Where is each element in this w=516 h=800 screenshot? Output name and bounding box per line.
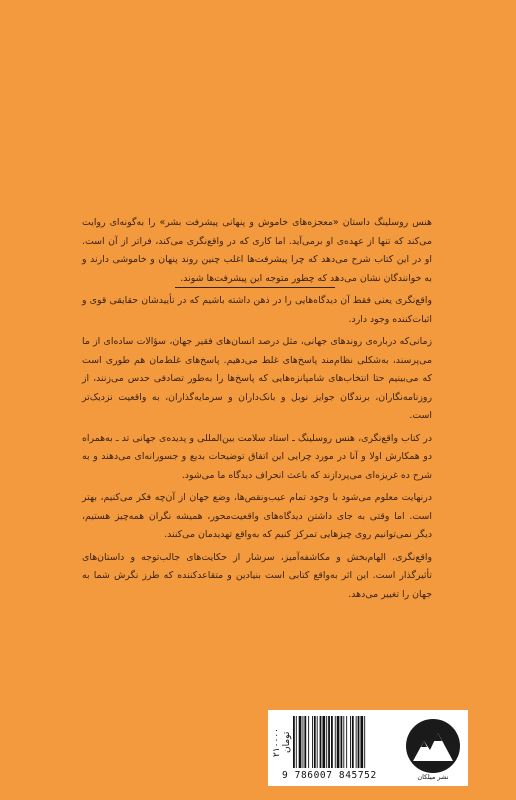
barcode-bar (304, 716, 306, 768)
barcode-bar (343, 716, 344, 768)
barcode-bar (337, 716, 340, 768)
barcode-bar (326, 716, 327, 768)
description-paragraph: در کتاب واقع‌نگری، هنس روسلینگ ـ استاد سلامت بین‌المللی و پدیده‌ی جهانی تد ـ به‌همراه دو همکارش اولا و آنا در مورد چرایی این اتفاق توضیحات بدیع و جسورانه‌ای می‌دهند و به شرح ده غریزه‌ای می‌پردازند که باعث انحراف دیدگاه ما می‌شود. (82, 432, 432, 481)
isbn-number: 9 786007 845752 (282, 770, 377, 781)
barcode-bar (308, 716, 309, 768)
barcode-bar (358, 716, 360, 768)
barcode-bar (320, 716, 322, 768)
barcode-bar (293, 716, 295, 768)
intro-paragraph: هنس روسلینگ داستان «معجزه‌های خاموش و پنهانی پیشرفت بشر» را به‌گونه‌ای روایت می‌کند که تنها از عهده‌ی او برمی‌آید. اما کاری که در واقع‌نگری می‌کند، فراتر از آن است. او در این کتاب شرح می‌دهد که چرا پیشرفت‌ها اغلب چنین روند پنهان و خاموشی دارند و به خوانندگان نشان می‌دهد که چطور متوجه این پیشرفت‌ها شوند. (82, 217, 432, 284)
barcode-bar (299, 716, 302, 768)
description-paragraph: واقع‌نگری یعنی فقط آن دیدگاه‌هایی را در ذهن داشته باشیم که در تأییدشان حقایقی قوی و اثبات‌کننده وجود دارد. (82, 295, 432, 325)
barcode-bar (303, 716, 304, 768)
barcode-bar (314, 716, 316, 768)
barcode-bar (296, 716, 297, 768)
price-label: ۲۱۰۰۰۰ تومان (272, 727, 292, 757)
description-block (82, 292, 432, 608)
barcode-bar (335, 716, 336, 768)
barcode-icon (292, 716, 392, 768)
barcode-bar (360, 716, 363, 768)
barcode-bar (341, 716, 343, 768)
barcode-bar (322, 716, 325, 768)
barcode-bar (356, 716, 357, 768)
divider-line (175, 287, 335, 288)
barcode-bar (331, 716, 333, 768)
barcode-bar (346, 716, 347, 768)
barcode-bar (364, 716, 365, 768)
description-paragraph: زمانی‌که درباره‌ی روندهای جهانی، مثل درصد انسان‌های فقیر جهان، سؤالات ساده‌ای از ما می‌پرسند، به‌شکلی نظام‌مند پاسخ‌های غلط می‌دهیم. پاسخ‌های غلط‌مان هم طوری است که می‌بینیم حتا انتخاب‌های شامپانزه‌هایی که پاسخ‌ها را به‌طور تصادفی حدس می‌زنند، از روزنامه‌نگاران، برندگان جوایز نوبل و بانک‌داران و سرمایه‌گذاران، به واقعیت نزدیک‌تر است. (82, 336, 432, 421)
description-paragraph: واقع‌نگری، الهام‌بخش و مکاشفه‌آمیز، سرشار از حکایت‌های جالب‌توجه و داستان‌های تأثیرگذار است. این اثر به‌واقع کتابی است بنیادین و متقاعدکننده که طرز نگرش شما به جهان را تغییر می‌دهد. (82, 551, 432, 600)
barcode-bar (312, 716, 313, 768)
barcode-bar (317, 716, 318, 768)
intro-block (82, 214, 432, 288)
barcode-bar (352, 716, 354, 768)
barcode-bar (328, 716, 330, 768)
publisher-name: نشر میلکان (417, 773, 449, 781)
description-paragraph: درنهایت معلوم می‌شود با وجود تمام عیب‌ونقص‌ها، وضع جهان از آن‌چه فکر می‌کنیم، بهتر است. اما وقتی به جای داشتن دیدگاه‌های واقعیت‌محور، همیشه نگران همه‌چیز هستیم، دیگر نمی‌توانیم روی چیزهایی تمرکز کنیم که به‌واقع تهدیدمان می‌کنند. (82, 492, 432, 540)
publisher-logo-icon (404, 717, 462, 775)
barcode-bar (350, 716, 351, 768)
